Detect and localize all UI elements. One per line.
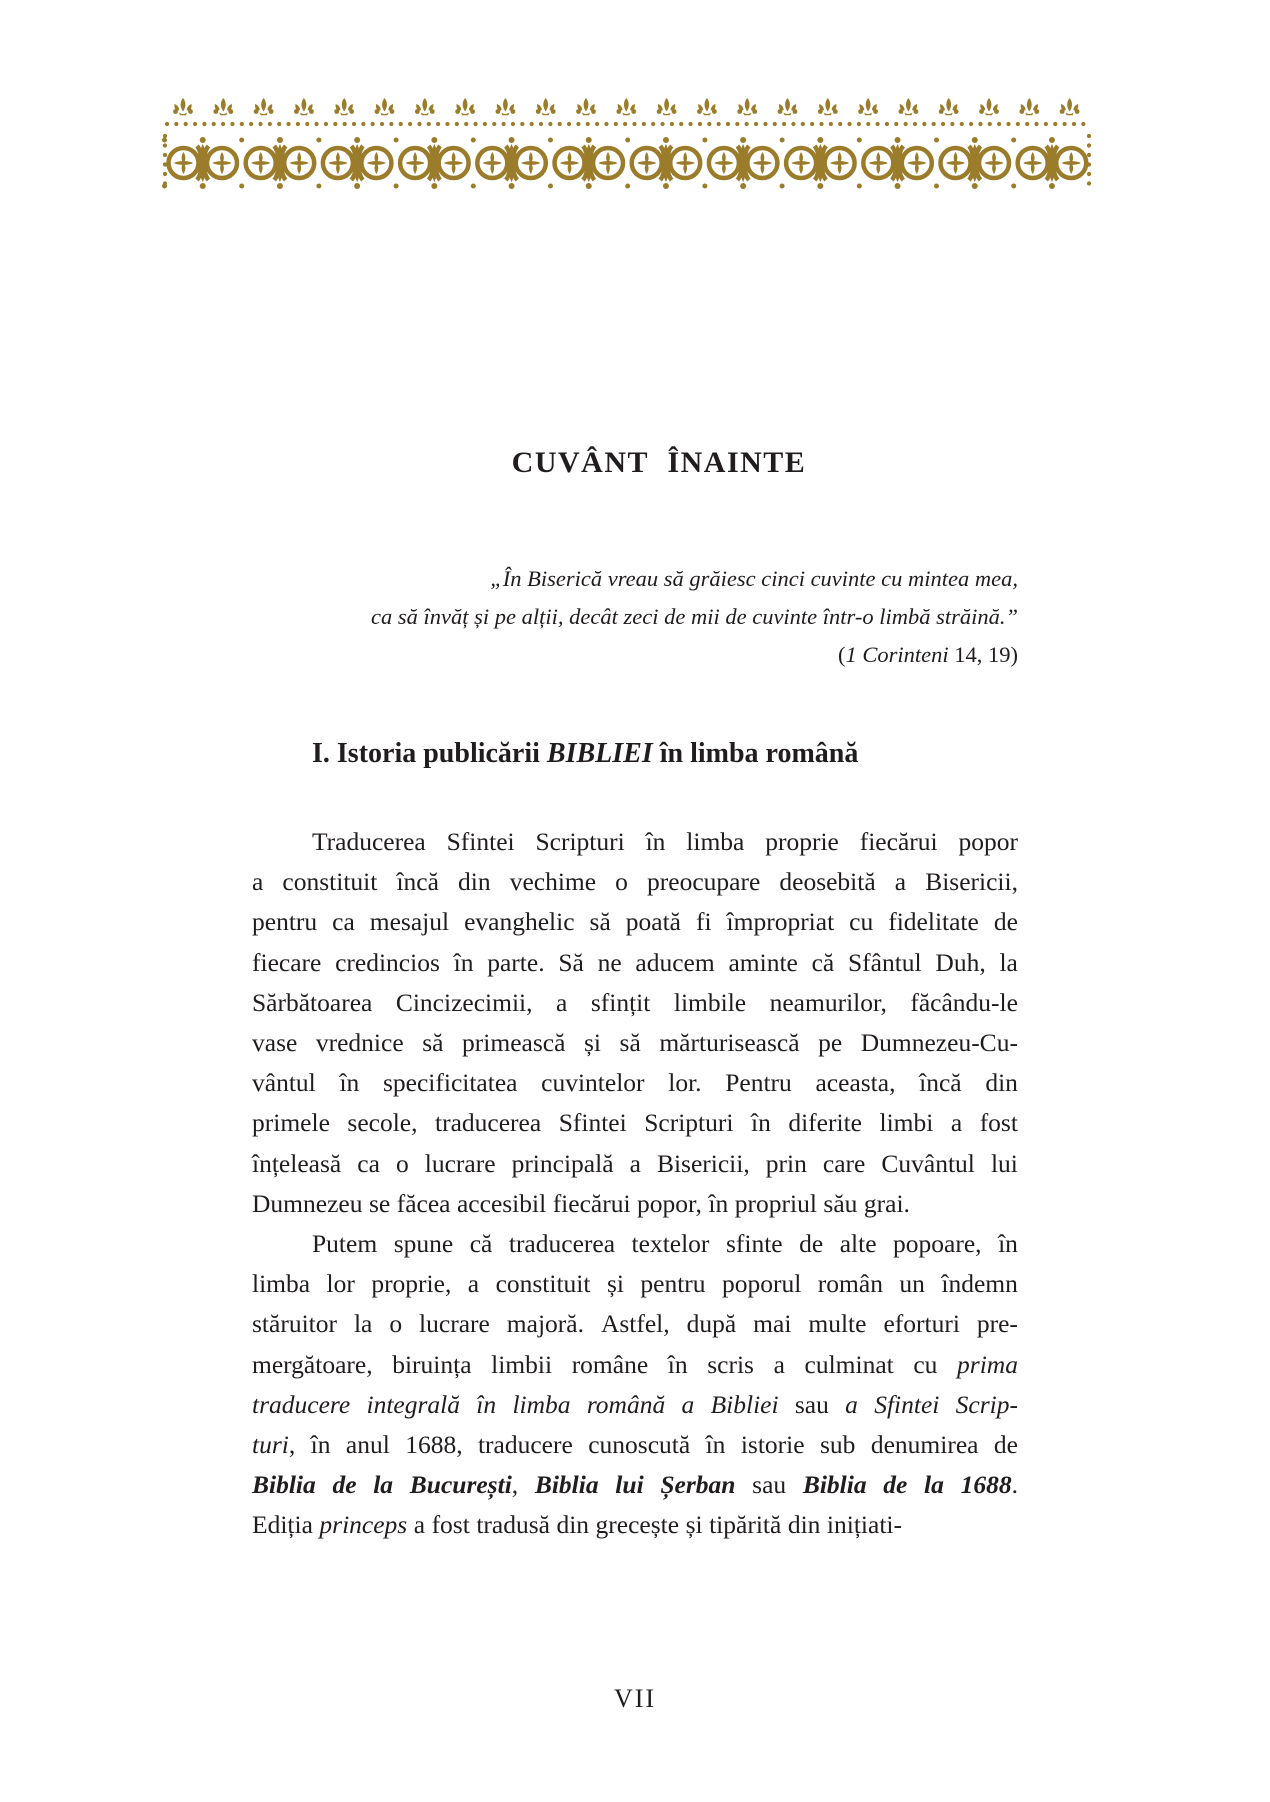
body-line: pentru ca mesajul evanghelic să poată fi împropriat cu fidelitate de [252, 907, 1018, 937]
reference-verse: 14, 19) [948, 642, 1018, 667]
epigraph-line: „În Biserică vreau să grăiesc cinci cuvinte cu mintea mea, [490, 566, 1018, 591]
reference-source: 1 Corinteni [845, 642, 949, 667]
body-line: Ediția princeps a fost tradusă din grecește și tipărită din inițiati- [252, 1510, 902, 1540]
reference-open-paren: ( [837, 642, 846, 667]
body-line: Sărbătoarea Cincizecimii, a sfințit limbile neamurilor, făcându-le [252, 987, 1018, 1017]
body-line: stăruitor la o lucrare majoră. Astfel, după mai multe eforturi pre- [252, 1309, 1018, 1339]
epigraph-line: ca să învăț și pe alții, decât zeci de mii de cuvinte într-o limbă străină.” [371, 604, 1018, 629]
decorative-border-ornament [162, 96, 1092, 196]
body-line: Biblia de la București, Biblia lui Șerban sau Biblia de la 1688. [252, 1470, 1018, 1500]
body-line: traducere integrală în limba română a Bibliei sau a Sfintei Scrip- [252, 1389, 1018, 1419]
body-line: a constituit încă din vechime o preocupare deosebită a Bisericii, [252, 867, 1018, 897]
body-text [252, 822, 1018, 1546]
epigraph-quote [160, 560, 1018, 674]
heading-suffix: în limba română [652, 738, 859, 769]
epigraph-reference [160, 636, 1018, 674]
body-line: mergătoare, biruința limbii române în scris a culminat cu prima [252, 1349, 1018, 1379]
body-line: Dumnezeu se făcea accesibil fiecărui popor, în propriul său grai. [252, 1188, 910, 1218]
heading-prefix: I. Istoria publicării [312, 738, 547, 769]
section-heading [252, 738, 1018, 770]
body-line: primele secole, traducerea Sfintei Scripturi în diferite limbi a fost [252, 1108, 1018, 1138]
body-line: Putem spune că traducerea textelor sfinte de alte popoare, în [312, 1229, 1018, 1259]
body-line: turi, în anul 1688, traducere cunoscută în istorie sub denumirea de [252, 1430, 1018, 1460]
body-line: înțeleasă ca o lucrare principală a Bisericii, prin care Cuvântul lui [252, 1148, 1018, 1178]
body-line: vase vrednice să primească și să mărturisească pe Dumnezeu-Cu- [252, 1028, 1018, 1058]
body-line: vântul în specificitatea cuvintelor lor. Pentru aceasta, încă din [252, 1068, 1018, 1098]
body-line: fiecare credincios în parte. Să ne aducem aminte că Sfântul Duh, la [252, 947, 1018, 977]
body-line: Traducerea Sfintei Scripturi în limba proprie fiecărui popor [312, 827, 1018, 856]
page-number: VII [613, 1684, 657, 1713]
page-title: CUVÂNT ÎNAINTE [511, 446, 807, 479]
heading-emphasis: BIBLIEI [546, 738, 653, 769]
body-line: limba lor proprie, a constituit și pentru poporul român un îndemn [252, 1269, 1018, 1299]
